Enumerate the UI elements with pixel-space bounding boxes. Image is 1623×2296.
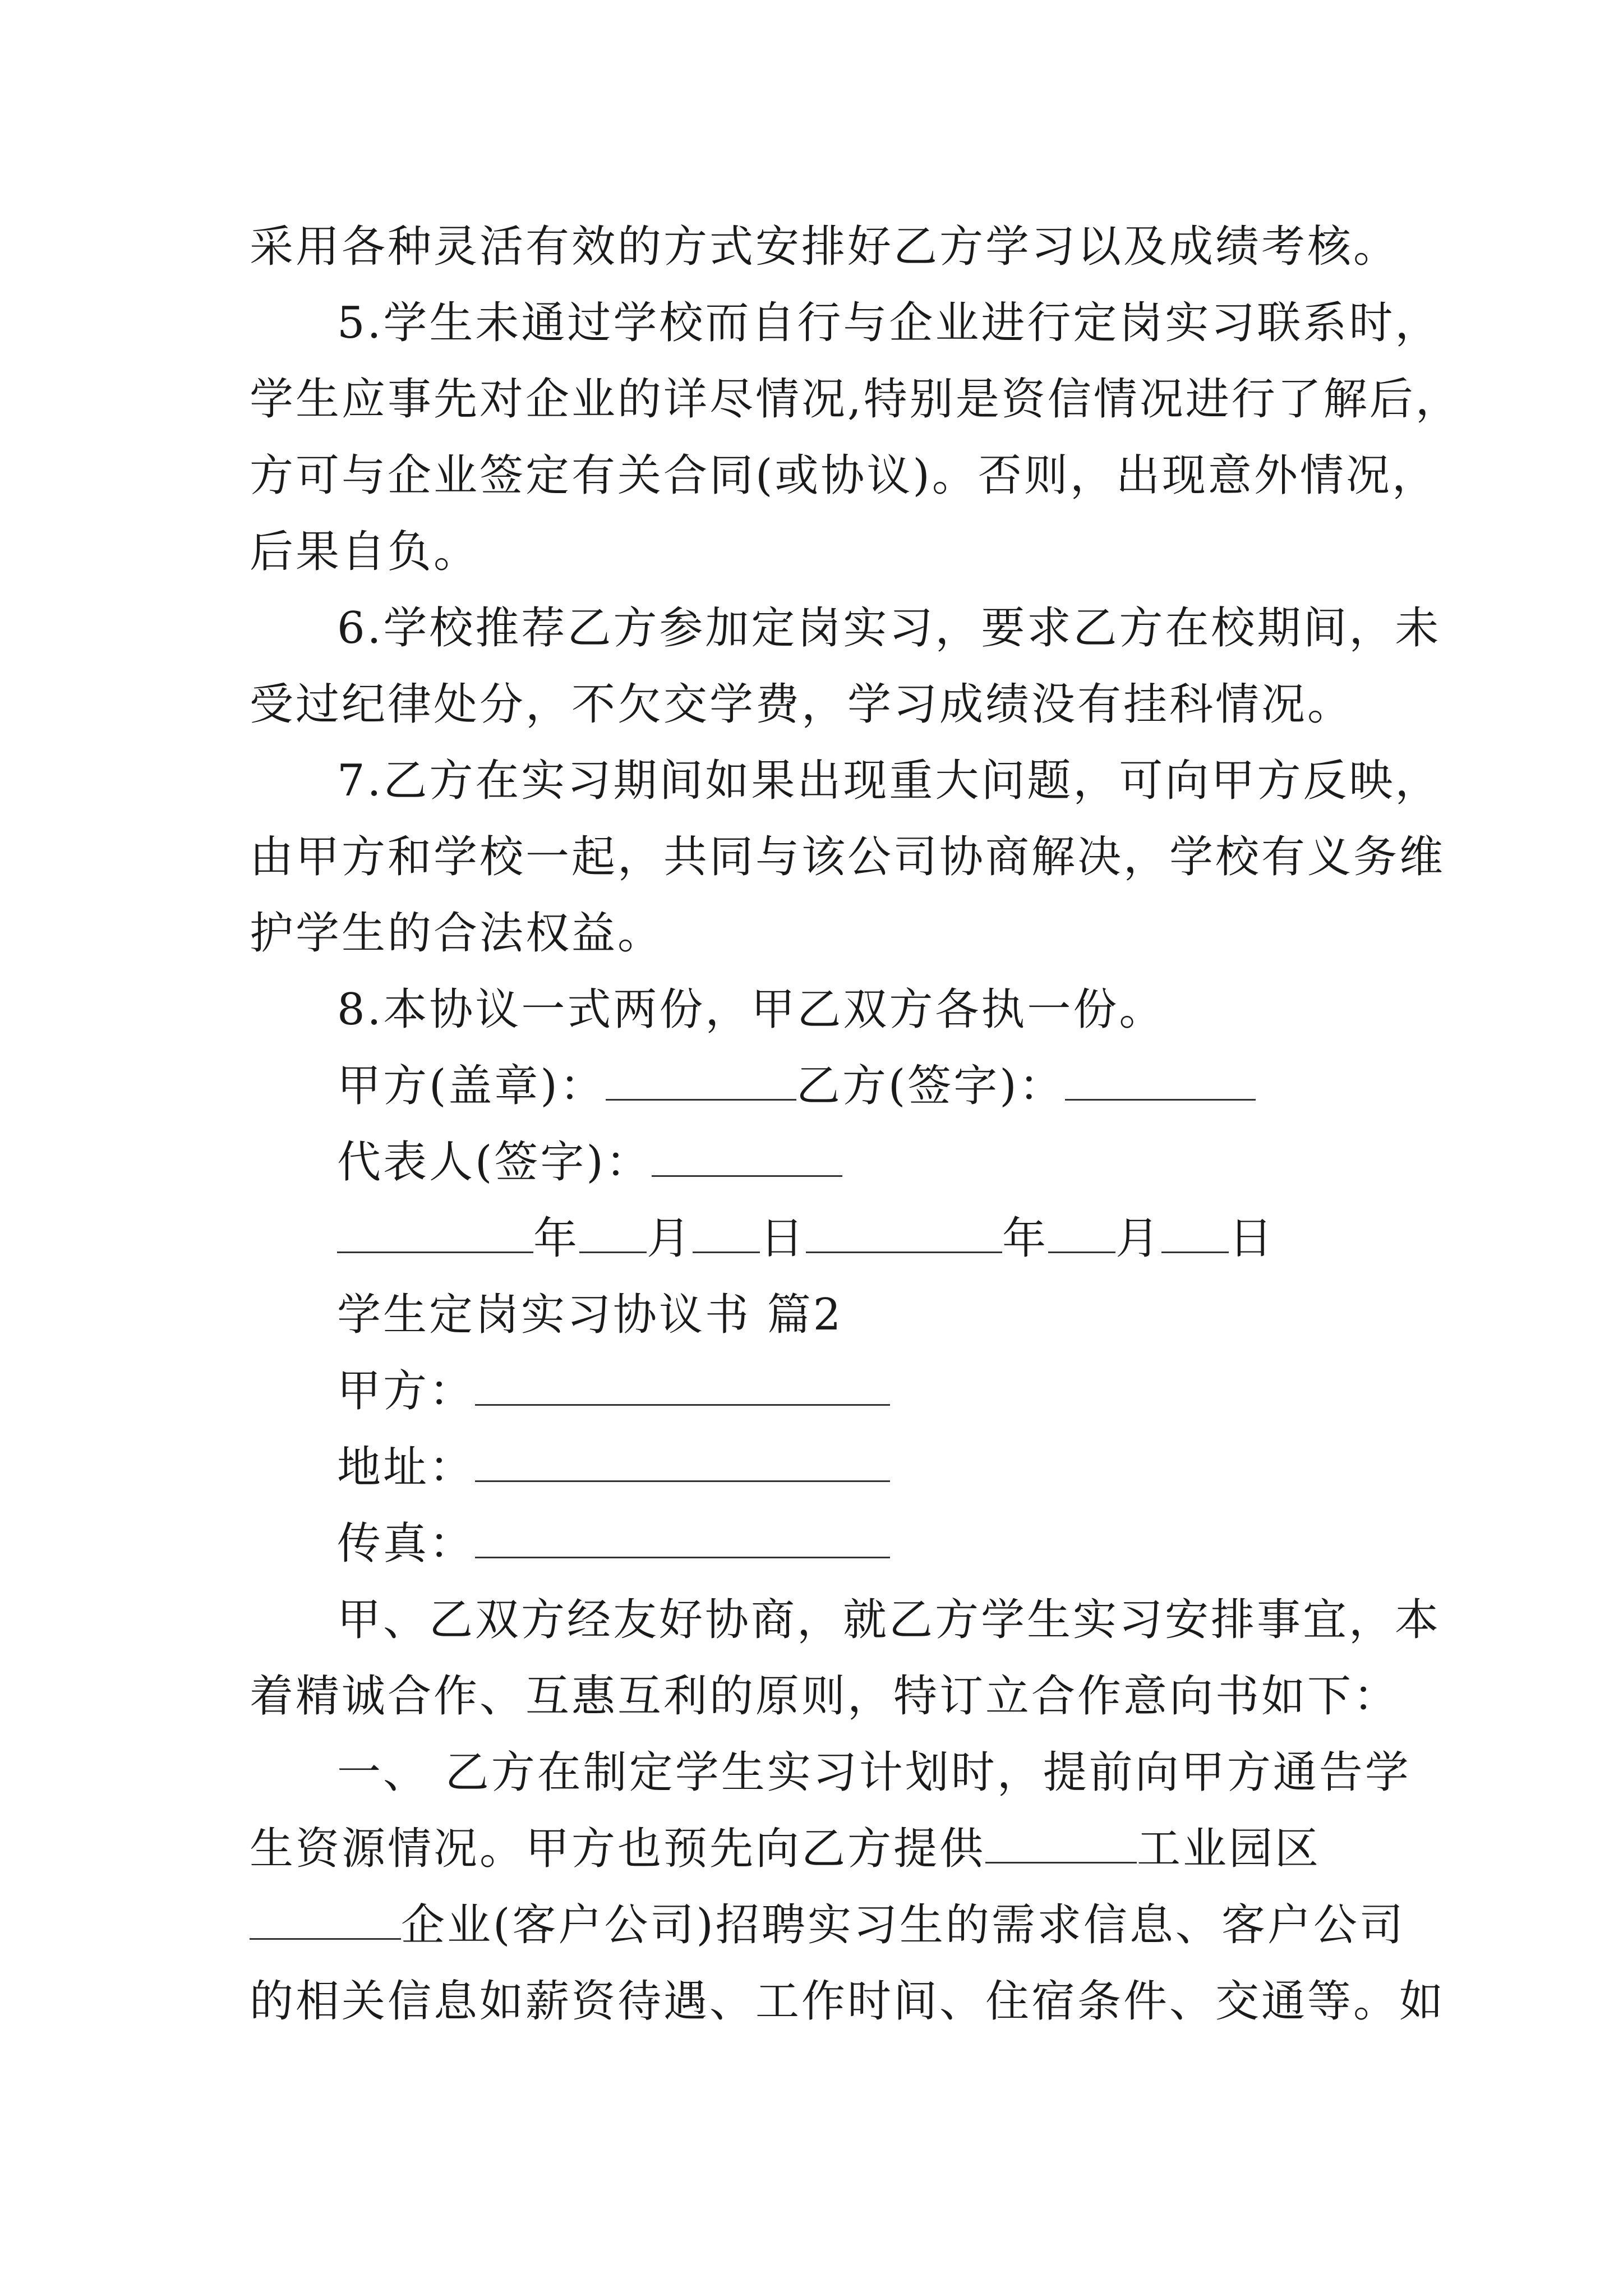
fax-blank[interactable] <box>475 1517 890 1558</box>
party-a-label: 甲方： <box>337 1366 476 1416</box>
year-label: 年 <box>1002 1213 1049 1264</box>
item-1-line: 的相关信息如薪资待遇、工作时间、住宿条件、交通等。如 <box>250 1976 1446 2027</box>
day-blank-a[interactable] <box>693 1212 760 1253</box>
clause-8-line: 8.本协议一式两份，甲乙双方各执一份。 <box>337 984 1165 1035</box>
address-label: 地址： <box>337 1442 476 1493</box>
signature-row <box>250 1048 1394 1124</box>
party-b-sign-label: 乙方(签字)： <box>796 1061 1065 1111</box>
month-blank-b[interactable] <box>1048 1212 1115 1253</box>
representative-blank[interactable] <box>652 1136 842 1177</box>
item-1-text-a: 生资源情况。甲方也预先向乙方提供 <box>250 1824 986 1874</box>
clause-6-line: 6.学校推荐乙方参加定岗实习，要求乙方在校期间，未 <box>337 603 1441 654</box>
section-2-title: 学生定岗实习协议书 篇2 <box>337 1290 843 1340</box>
item-1-text-b: 工业园区 <box>1137 1824 1321 1874</box>
fax-label: 传真： <box>337 1519 476 1569</box>
clause-5-line: 5.学生未通过学校而自行与企业进行定岗实习联系时， <box>337 298 1441 348</box>
party-a-blank[interactable] <box>475 1365 890 1406</box>
date-row <box>250 1200 1394 1277</box>
party-a-seal-blank[interactable] <box>606 1060 796 1101</box>
enterprise-blank[interactable] <box>250 1899 401 1940</box>
address-row <box>250 1429 1394 1506</box>
month-label: 月 <box>647 1213 693 1264</box>
day-label: 日 <box>1229 1213 1275 1264</box>
year-blank-a[interactable] <box>337 1212 533 1253</box>
address-blank[interactable] <box>475 1441 890 1482</box>
clause-7-line: 由甲方和学校一起，共同与该公司协商解决，学校有义务维 <box>250 832 1446 882</box>
intro-line: 甲、乙双方经友好协商，就乙方学生实习安排事宜，本 <box>337 1595 1441 1645</box>
day-blank-b[interactable] <box>1161 1212 1229 1253</box>
party-b-sign-blank[interactable] <box>1065 1060 1256 1101</box>
clause-5-line: 方可与企业签定有关合同(或协议)。否则，出现意外情况， <box>250 450 1438 501</box>
item-1-line <box>250 1811 1394 1887</box>
year-label: 年 <box>533 1213 580 1264</box>
fax-row <box>250 1506 1394 1582</box>
document-page <box>250 209 1461 2040</box>
party-a-row <box>250 1353 1394 1429</box>
item-1-line: 一、 乙方在制定学生实习计划时，提前向甲方通告学 <box>337 1747 1411 1798</box>
representative-label: 代表人(签字)： <box>337 1137 652 1188</box>
clause-5-line: 后果自负。 <box>250 527 480 577</box>
intro-line: 着精诚合作、互惠互利的原则，特订立合作意向书如下： <box>250 1671 1400 1722</box>
item-1-text-c: 企业(客户公司)招聘实习生的需求信息、客户公司 <box>401 1900 1405 1950</box>
month-label: 月 <box>1115 1213 1162 1264</box>
industrial-park-blank[interactable] <box>985 1823 1137 1864</box>
day-label: 日 <box>760 1213 806 1264</box>
item-1-line <box>250 1887 1405 1963</box>
clause-7-line: 护学生的合法权益。 <box>250 908 664 959</box>
clause-5-line: 学生应事先对企业的详尽情况,特别是资信情况进行了解后， <box>250 374 1461 425</box>
representative-row <box>250 1124 1394 1200</box>
clause-7-line: 7.乙方在实习期间如果出现重大问题，可向甲方反映， <box>337 756 1441 806</box>
paragraph-line: 采用各种灵活有效的方式安排好乙方学习以及成绩考核。 <box>250 222 1400 272</box>
year-blank-b[interactable] <box>806 1212 1002 1253</box>
party-a-seal-label: 甲方(盖章)： <box>337 1061 606 1111</box>
clause-6-line: 受过纪律处分，不欠交学费，学习成绩没有挂科情况。 <box>250 679 1354 730</box>
month-blank-a[interactable] <box>579 1212 647 1253</box>
